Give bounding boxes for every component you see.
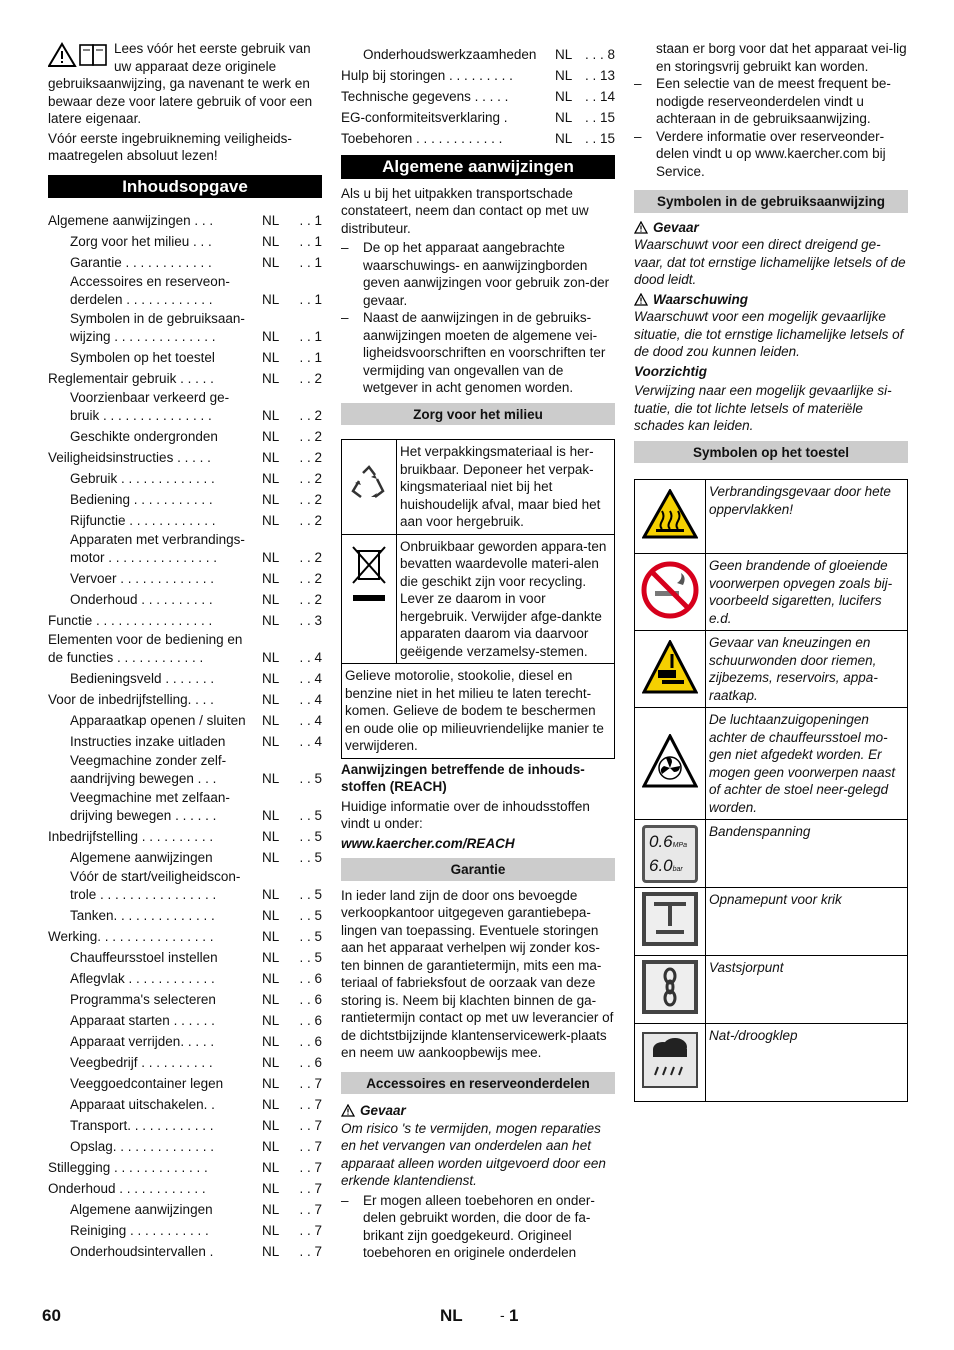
toc-entry-page: . . 3 [299, 612, 322, 628]
jack-point-icon [635, 888, 706, 956]
toc-entry-page: . . 5 [299, 770, 322, 786]
toc-entry-label: Veegmachine met zelfaan-drijving bewegen . . . . . . [70, 790, 230, 823]
toc-entry-label: Reiniging . . . . . . . . . . . [70, 1222, 209, 1238]
toc-entry-language: NL [262, 928, 280, 944]
device-symbol-text: Nat-/droogklep [706, 1024, 908, 1102]
toc-entry-label: Inbedrijfstelling . . . . . . . . . . [48, 828, 214, 844]
fan-warning-icon [635, 708, 706, 820]
toc-entry-language: NL [262, 670, 280, 686]
general-bullet-2: – Naast de aanwijzingen in de gebruiks-aanwijzingen moeten de algemene vei-ligheidsvoorschriften en voorschriften ter vermijding van ongevallen van de wetgever in acht genomen worden. [341, 310, 606, 395]
toc-entry-page: . . 6 [299, 1033, 322, 1049]
toc-entry-language: NL [262, 1012, 280, 1028]
toc-entry[interactable] [48, 310, 322, 345]
weee-text: Onbruikbaar geworden appara-ten bevatten waardevolle materi-alen die geschikt zijn voor recycling. Lever ze daarom in voor hergebruik. Verwijder afge-dankte apparaten daarom via daarvoor geëigende verzamelsy-stemen. [397, 534, 615, 664]
manual-symbols-title: Symbolen in de gebruiksaanwijzing [634, 190, 908, 213]
toc-entry-language: NL [262, 733, 280, 749]
toc-entry-label: Zorg voor het milieu . . . [70, 233, 212, 249]
toc-entry-label: Instructies inzake uitladen [70, 733, 226, 749]
toc-entry[interactable] [48, 1136, 322, 1155]
toc-entry-page: . . 2 [299, 407, 322, 423]
environment-table [341, 439, 615, 759]
recycle-text: Het verpakkingsmateriaal is her-bruikbaar. Deponeer het verpak-kingsmateriaal niet bij het huishoudelijk afval, maar bied het aan voor hergebruik. [397, 440, 615, 535]
intro-safety-text: Vóór eerste ingebruikneming veiligheids-maatregelen absoluut lezen! [48, 130, 292, 163]
device-symbol-text: Verbrandingsgevaar door hete oppervlakken! [706, 480, 908, 554]
toc-entry-label: Chauffeursstoel instellen [70, 949, 218, 965]
accessories-bullet-2: – Een selectie van de meest frequent be-nodigde reserveonderdelen vindt u achteraan in de gebruiksaanwijzing. [634, 76, 891, 126]
toc-entry[interactable] [341, 128, 615, 147]
toc-entry-language: NL [262, 212, 280, 228]
toc-entry[interactable] [48, 610, 322, 629]
toc-entry[interactable] [48, 468, 322, 487]
toc-entry-page: . . 4 [299, 691, 322, 707]
toc-entry-language: NL [555, 109, 573, 125]
toc-entry-page: . . 7 [299, 1243, 322, 1259]
toc-title: Inhoudsopgave [48, 175, 322, 199]
accessories-bullet-1-continued: staan er borg voor dat het apparaat vei-lig en storingsvrij gebruikt kan worden. [656, 41, 907, 74]
page-number: 60 [42, 1306, 61, 1325]
intro-block [48, 40, 322, 165]
toc-entry[interactable] [48, 589, 322, 608]
toc-entry-label: Onderhoudswerkzaamheden [363, 46, 537, 62]
toc-entry[interactable] [48, 273, 322, 308]
toc-entry-language: NL [262, 712, 280, 728]
toc-entry-language: NL [262, 907, 280, 923]
toc-entry-language: NL [555, 130, 573, 146]
toc-entry-language: NL [262, 491, 280, 507]
device-symbol-text: Geen brandende of gloeiende voorwerpen opvegen zoals bij-voorbeeld sigaretten, lucifers e.d. [706, 554, 908, 631]
toc-entry[interactable] [48, 926, 322, 945]
toc-entry-language: NL [262, 407, 280, 423]
toc-entry-label: Accessoires en reserveon-derdelen . . . . . . . . . . . . [70, 274, 230, 307]
toc-entry-language: NL [262, 254, 280, 270]
toc-entry-language: NL [262, 949, 280, 965]
toc-entry-page: . . 4 [299, 670, 322, 686]
toc-entry-language: NL [262, 886, 280, 902]
toc-entry-language: NL [262, 1033, 280, 1049]
column-2 [341, 44, 615, 1262]
toc-entry-page: . . 7 [299, 1096, 322, 1112]
accessories-title: Accessoires en reserveonderdelen [341, 1072, 615, 1095]
toc-entry-label: Technische gegevens . . . . . [341, 88, 509, 104]
device-symbol-text: Bandenspanning [706, 820, 908, 888]
general-title: Algemene aanwijzingen [341, 155, 615, 179]
toc-entry-page: . . 1 [299, 291, 322, 307]
device-symbol-text: Vastsjorpunt [706, 956, 908, 1024]
toc-entry[interactable] [48, 368, 322, 387]
tie-down-icon [635, 956, 706, 1024]
crush-hazard-icon [635, 631, 706, 708]
toc-entry-label: EG-conformiteitsverklaring . [341, 109, 508, 125]
toc-entry-language: NL [262, 1096, 280, 1112]
toc-entry[interactable] [341, 65, 615, 84]
toc-entry-page: . . 14 [584, 88, 615, 104]
toc-entry-language: NL [262, 370, 280, 386]
toc-entry-label: Algemene aanwijzingen . . . [48, 212, 214, 228]
reach-text: Huidige informatie over de inhoudsstoffen vindt u onder: [341, 798, 590, 831]
toc-entry-page: . . 2 [299, 370, 322, 386]
toc-entry-language: NL [262, 1201, 280, 1217]
toc-entry-label: Algemene aanwijzingen [70, 1201, 213, 1217]
toc-entry-language: NL [262, 1222, 280, 1238]
toc-entry-label: Veeggoedcontainer legen [70, 1075, 224, 1091]
toc-entry-page: . . 5 [299, 928, 322, 944]
toc-entry-language: NL [555, 46, 573, 62]
footer-number: 1 [509, 1306, 519, 1325]
accessories-danger-text: Om risico 's te vermijden, mogen reparaties en het vervangen van onderdelen aan het apparaat alleen worden uitgevoerd door een erkende klantendienst. [341, 1120, 606, 1188]
toc-entry-language: NL [262, 349, 280, 365]
toc-entry-label: Onderhoud . . . . . . . . . . . . [48, 1180, 206, 1196]
toc-entry-page: . . 2 [299, 428, 322, 444]
device-symbol-text: Opnamepunt voor krik [706, 888, 908, 956]
toc-entry-page: . . 7 [299, 1180, 322, 1196]
device-symbol-text: Gevaar van kneuzingen en schuurwonden door riemen, zijbezems, reservoirs, appa-raatkap. [706, 631, 908, 708]
toc-entry[interactable] [48, 1220, 322, 1239]
toc-entry[interactable] [48, 1241, 322, 1260]
toc-entry-page: . . 7 [299, 1201, 322, 1217]
toc-entry-label: Onderhoudsintervallen . [70, 1243, 214, 1259]
toc-entry-page: . . 2 [299, 491, 322, 507]
toc-entry-label: Werking. . . . . . . . . . . . . . . . [48, 928, 214, 944]
toc-entry[interactable] [48, 1052, 322, 1071]
toc-entry-page: . . 2 [299, 549, 322, 565]
toc-entry-label: Garantie . . . . . . . . . . . . [70, 254, 212, 270]
toc-entry[interactable] [48, 1031, 322, 1050]
toc-entry-language: NL [262, 770, 280, 786]
toc-entry[interactable] [48, 868, 322, 903]
toc-entry-page: . . . 8 [584, 46, 615, 62]
toc-entry-page: . . 7 [299, 1117, 322, 1133]
toc-entry-language: NL [262, 1180, 280, 1196]
toc-entry-language: NL [262, 807, 280, 823]
wet-dry-flap-icon [635, 1024, 706, 1102]
toc-entry-language: NL [262, 328, 280, 344]
hot-surface-icon [635, 480, 706, 554]
toc-entry[interactable] [48, 1115, 322, 1134]
toc-entry-language: NL [262, 1054, 280, 1070]
toc-entry-label: Aflegvlak . . . . . . . . . . . . [70, 970, 215, 986]
toc-entry-label: Apparaat uitschakelen. . [70, 1096, 215, 1112]
toc-entry-language: NL [262, 233, 280, 249]
manual-warning-heading: Waarschuwing [634, 291, 908, 309]
toc-entry[interactable] [48, 710, 322, 729]
toc-entry-label: Elementen voor de bediening en de functies . . . . . . . . . . . . [48, 632, 243, 665]
toc-entry-language: NL [262, 991, 280, 1007]
toc-entry[interactable] [48, 426, 322, 445]
toc-entry-language: NL [262, 1075, 280, 1091]
device-symbols-title: Symbolen op het toestel [634, 441, 908, 464]
toc-entry-language: NL [262, 549, 280, 565]
toc-entry-language: NL [262, 1159, 280, 1175]
toc-entry[interactable] [48, 347, 322, 366]
toc-entry-label: Vóór de start/veiligheidscon-trole . . . . . . . . . . . . . . . . [70, 869, 241, 902]
toc-entry-label: Apparaat verrijden. . . . . [70, 1033, 215, 1049]
toc-entry-page: . . 1 [299, 254, 322, 270]
toc-entry-page: . . 5 [299, 886, 322, 902]
manual-danger-heading: Gevaar [634, 219, 908, 237]
toc-entry-language: NL [262, 470, 280, 486]
warning-book-icons [48, 42, 110, 73]
toc-entry-label: Functie . . . . . . . . . . . . . . . . [48, 612, 213, 628]
toc-entry-page: . . 2 [299, 591, 322, 607]
toc-entry-label: Symbolen op het toestel [70, 349, 215, 365]
intro-text: Lees vóór het eerste gebruik van uw apparaat deze originele gebruiksaanwijzing, ga navenant te werk en bewaar deze voor latere gebruik of voor een latere eigenaar. [48, 41, 313, 126]
toc-entry-page: . . 6 [299, 991, 322, 1007]
toc-entry-label: Bedieningsveld . . . . . . . [70, 670, 215, 686]
toc-entry-page: . . 2 [299, 570, 322, 586]
toc-entry-label: Gebruik . . . . . . . . . . . . . [70, 470, 215, 486]
oil-text: Gelieve motorolie, stookolie, diesel en benzine niet in het milieu te laten terecht-komen. Gelieve de bodem te beschermen en oude olie op milieuvriendelijke manier te verwijderen. [342, 664, 615, 759]
toc-entry[interactable] [48, 231, 322, 250]
toc-entry-language: NL [262, 591, 280, 607]
toc-entry[interactable] [48, 689, 322, 708]
warning-icon [634, 293, 648, 306]
column-1 [48, 40, 322, 1262]
toc-entry-label: Voorzienbaar verkeerd ge-bruik . . . . . . . . . . . . . . . [70, 390, 230, 423]
toc-entry-language: NL [262, 570, 280, 586]
toc-entry[interactable] [48, 389, 322, 424]
device-symbols-table [634, 479, 908, 1102]
toc-entry-page: . . 6 [299, 1012, 322, 1028]
toc-entry[interactable] [48, 989, 322, 1008]
toc-entry-label: Programma's selecteren [70, 991, 216, 1007]
toc-entry-page: . . 4 [299, 649, 322, 665]
manual-caution-text: Verwijzing naar een mogelijk gevaarlijke si-tuatie, die tot lichte letsels of materiële schades kan leiden. [634, 383, 892, 433]
toc-entry-label: Vervoer . . . . . . . . . . . . . [70, 570, 215, 586]
recycle-icon [342, 440, 397, 535]
warranty-title: Garantie [341, 858, 615, 881]
toc-entry-language: NL [262, 1243, 280, 1259]
toc-entry-page: . . 2 [299, 470, 322, 486]
toc-entry[interactable] [48, 1094, 322, 1113]
toc-entry-language: NL [262, 1117, 280, 1133]
toc-entry-page: . . 1 [299, 328, 322, 344]
book-icon [80, 45, 106, 65]
warning-icon [48, 42, 110, 68]
toc-entry-label: Apparaten met verbrandings-motor . . . . . . . . . . . . . . . [70, 532, 245, 565]
manual-danger-text: Waarschuwt voor een direct dreigend ge-vaar, dat tot ernstige lichamelijke letsels of de dood leidt. [634, 237, 906, 287]
accessories-bullet-3: – Verdere informatie over reserveonder-delen vindt u op www.kaercher.com bij Service. [634, 128, 886, 179]
toc-entry-label: Veegmachine zonder zelf-aandrijving bewegen . . . [70, 753, 227, 786]
toc-entry-page: . . 4 [299, 733, 322, 749]
toc-entry[interactable] [48, 1199, 322, 1218]
toc-entry-page: . . 13 [584, 67, 615, 83]
toc-entry-page: . . 6 [299, 970, 322, 986]
toc-entry[interactable] [48, 510, 322, 529]
toc-entry-label: Algemene aanwijzingen [70, 849, 213, 865]
tire-pressure-icon: 0.6MPa 6.0bar [635, 820, 706, 888]
toc-entry[interactable] [48, 847, 322, 866]
toc-entry-language: NL [262, 512, 280, 528]
toc-entry-label: Reglementair gebruik . . . . . [48, 370, 214, 386]
no-fire-icon [635, 554, 706, 631]
toc-entry-language: NL [262, 828, 280, 844]
toc-entry-page: . . 4 [299, 712, 322, 728]
accessories-danger-heading: Gevaar [341, 1102, 615, 1120]
toc-entry-label: Voor de inbedrijfstelling. . . . [48, 691, 214, 707]
toc-entry-label: Apparaatkap openen / sluiten [70, 712, 246, 728]
toc-entry[interactable] [48, 568, 322, 587]
toc-entry-label: Veiligheidsinstructies . . . . . [48, 449, 211, 465]
toc-entry-label: Bediening . . . . . . . . . . . [70, 491, 213, 507]
toc-entry[interactable] [48, 968, 322, 987]
toc-list-continued [341, 44, 615, 147]
manual-caution-heading: Voorzichtig [634, 363, 707, 379]
toc-entry-label: Transport. . . . . . . . . . . . [70, 1117, 214, 1133]
toc-entry-page: . . 1 [299, 349, 322, 365]
toc-entry-language: NL [555, 88, 573, 104]
toc-entry[interactable] [48, 1157, 322, 1176]
toc-entry[interactable] [341, 44, 615, 63]
general-paragraph: Als u bij het uitpakken transportschade constateert, neem dan contact op met uw distributeur. [341, 185, 589, 236]
toc-entry[interactable] [48, 731, 322, 750]
toc-entry-language: NL [262, 691, 280, 707]
column-3 [634, 40, 908, 1102]
toc-entry-language: NL [555, 67, 573, 83]
toc-entry-label: Geschikte ondergronden [70, 428, 218, 444]
reach-link[interactable]: www.kaercher.com/REACH [341, 835, 515, 851]
toc-entry[interactable] [48, 489, 322, 508]
toc-entry[interactable] [48, 947, 322, 966]
toc-entry-page: . . 1 [299, 233, 322, 249]
toc-entry-label: Stillegging . . . . . . . . . . . . . [48, 1159, 208, 1175]
toc-entry-page: . . 2 [299, 449, 322, 465]
toc-entry-page: . . 7 [299, 1222, 322, 1238]
toc-entry[interactable] [48, 668, 322, 687]
toc-entry[interactable] [48, 905, 322, 924]
toc-entry-label: Hulp bij storingen . . . . . . . . . [341, 67, 513, 83]
toc-entry-language: NL [262, 612, 280, 628]
toc-entry-page: . . 5 [299, 907, 322, 923]
toc-entry[interactable] [48, 1010, 322, 1029]
toc-entry-page: . . 5 [299, 949, 322, 965]
toc-entry-label: Veegbedrijf . . . . . . . . . . [70, 1054, 213, 1070]
reach-title: Aanwijzingen betreffende de inhouds-stoffen (REACH) [341, 761, 585, 794]
device-symbol-text: De luchtaanzuigopeningen achter de chauffeursstoel mo-gen niet afgedekt worden. Er mogen geen voorwerpen naast of achter de stoel neer-gelegd worden. [706, 708, 908, 820]
toc-entry[interactable] [341, 86, 615, 105]
toc-entry-page: . . 6 [299, 1054, 322, 1070]
toc-entry[interactable] [48, 1073, 322, 1092]
toc-entry[interactable] [48, 252, 322, 271]
toc-entry[interactable] [48, 826, 322, 845]
toc-entry[interactable] [48, 752, 322, 787]
footer-separator: - [500, 1307, 505, 1323]
toc-entry-label: Symbolen in de gebruiksaan-wijzing . . . . . . . . . . . . . . [70, 311, 245, 344]
toc-entry-page: . . 5 [299, 828, 322, 844]
toc-entry-label: Onderhoud . . . . . . . . . . [70, 591, 213, 607]
toc-entry-page: . . 15 [584, 130, 615, 146]
toc-entry[interactable] [48, 631, 322, 666]
toc-entry[interactable] [48, 447, 322, 466]
toc-entry-language: NL [262, 849, 280, 865]
toc-entry-label: Apparaat starten . . . . . . [70, 1012, 215, 1028]
accessories-bullet-1: – Er mogen alleen toebehoren en onder-delen gebruikt worden, die door de fa-brikant zijn goedgekeurd. Origineel toebehoren en originele onderdelen [341, 1192, 595, 1260]
toc-entry[interactable] [341, 107, 615, 126]
toc-entry[interactable] [48, 1178, 322, 1197]
toc-entry-page: . . 7 [299, 1138, 322, 1154]
toc-entry-language: NL [262, 970, 280, 986]
toc-entry-page: . . 1 [299, 212, 322, 228]
toc-entry-language: NL [262, 428, 280, 444]
toc-entry-language: NL [262, 449, 280, 465]
toc-entry[interactable] [48, 789, 322, 824]
toc-entry-label: Rijfunctie . . . . . . . . . . . . [70, 512, 216, 528]
toc-entry-language: NL [262, 291, 280, 307]
general-bullet-1: – De op het apparaat aangebrachte waarschuwings- en aanwijzingborden geven aanwijzingen voor gebruik zon-der gevaar. [341, 240, 610, 308]
toc-entry[interactable] [48, 531, 322, 566]
toc-entry-page: . . 7 [299, 1075, 322, 1091]
toc-entry-page: . . 2 [299, 512, 322, 528]
warranty-text: In ieder land zijn de door ons bevoegde verkoopkantoor uitgegeven garantiebepa-lingen van toepassing. Eventuele storingen aan het apparaat verhelpen wij zonder kos-ten binnen de garantietermijn, mits een ma-teriaal of fabrieksfout de oorzaak van deze storing is. Neem bij klachten binnen de ga-rantietermijn contact op met uw leverancier of de dichtstbijzijnde klantenservicewerk-plaats en neem uw aankoopbewijs mee. [341, 887, 614, 1060]
toc-entry-language: NL [262, 649, 280, 665]
danger-icon [341, 1104, 355, 1117]
toc-list [48, 210, 322, 1260]
toc-entry-language: NL [262, 1138, 280, 1154]
toc-entry-label: Opslag. . . . . . . . . . . . . . [70, 1138, 215, 1154]
toc-entry-label: Toebehoren . . . . . . . . . . . . [341, 130, 503, 146]
danger-icon [634, 221, 648, 234]
footer-language: NL [440, 1306, 463, 1325]
toc-entry-label: Tanken. . . . . . . . . . . . . . [70, 907, 215, 923]
toc-entry[interactable] [48, 210, 322, 229]
toc-entry-page: . . 5 [299, 807, 322, 823]
environment-title: Zorg voor het milieu [341, 403, 615, 426]
toc-entry-page: . . 15 [584, 109, 615, 125]
manual-warning-text: Waarschuwt voor een mogelijk gevaarlijke situatie, die tot ernstige lichamelijke letsels of de dood zou kunnen leiden. [634, 309, 904, 359]
toc-entry-page: . . 7 [299, 1159, 322, 1175]
toc-entry-page: . . 5 [299, 849, 322, 865]
weee-bin-icon [342, 534, 397, 664]
